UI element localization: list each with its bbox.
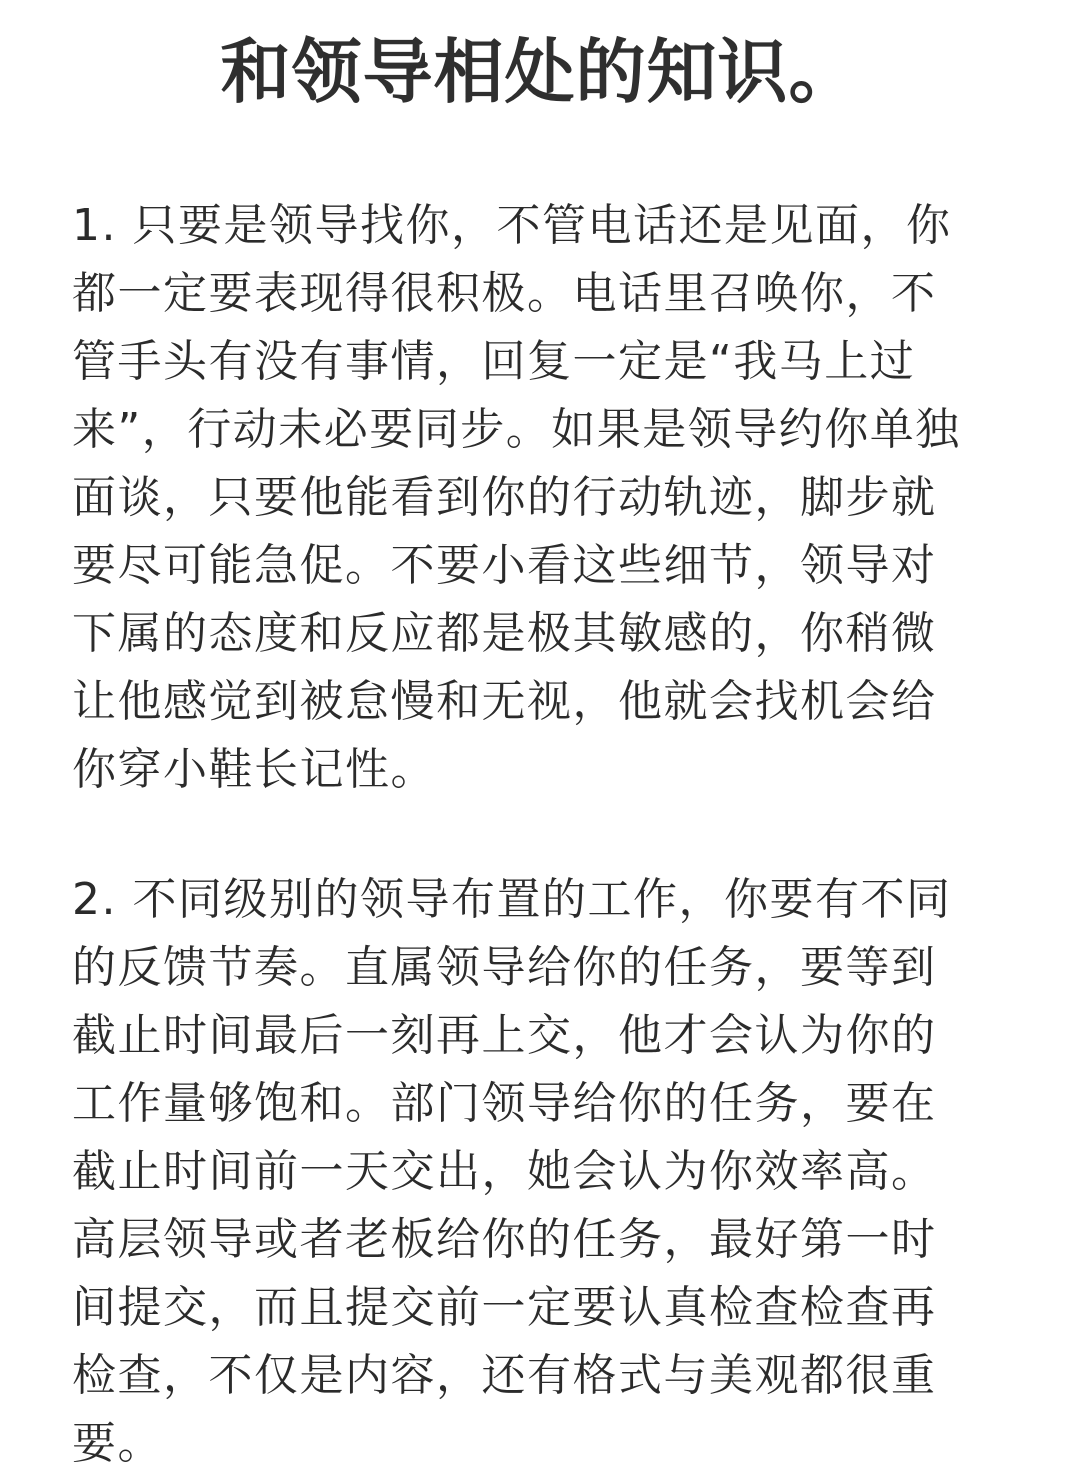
paragraph-2	[72, 866, 1032, 1478]
paragraph-line: 让他感觉到被怠慢和无视，他就会找机会给	[72, 676, 937, 727]
paragraph-line: 高层领导或者老板给你的任务，最好第一时	[72, 1214, 937, 1265]
article-title: 和领导相处的知识。	[220, 31, 860, 113]
paragraph-line: 2. 不同级别的领导布置的工作，你要有不同	[72, 874, 952, 925]
paragraph-line: 截止时间最后一刻再上交，他才会认为你的	[72, 1010, 937, 1061]
paragraph-line: 的反馈节奏。直属领导给你的任务，要等到	[72, 942, 937, 993]
paragraph-line: 截止时间前一天交出，她会认为你效率高。	[72, 1146, 937, 1197]
paragraph-line: 下属的态度和反应都是极其敏感的，你稍微	[72, 608, 937, 659]
paragraph-line: 检查，不仅是内容，还有格式与美观都很重	[72, 1350, 937, 1401]
paragraph-line: 面谈，只要他能看到你的行动轨迹，脚步就	[72, 472, 937, 523]
paragraph-line: 1. 只要是领导找你，不管电话还是见面，你	[72, 200, 952, 251]
paragraph-line: 都一定要表现得很积极。电话里召唤你，不	[72, 268, 937, 319]
paragraph-line: 要尽可能急促。不要小看这些细节，领导对	[72, 540, 937, 591]
paragraph-line: 要。	[72, 1418, 163, 1469]
paragraph-line: 间提交，而且提交前一定要认真检查检查再	[72, 1282, 937, 1333]
paragraph-line: 工作量够饱和。部门领导给你的任务，要在	[72, 1078, 937, 1129]
paragraph-1	[72, 192, 1032, 804]
paragraph-line: 你穿小鞋长记性。	[72, 744, 436, 795]
paragraph-line: 来”，行动未必要同步。如果是领导约你单独	[72, 404, 961, 455]
paragraph-line: 管手头有没有事情，回复一定是“我马上过	[72, 336, 916, 387]
